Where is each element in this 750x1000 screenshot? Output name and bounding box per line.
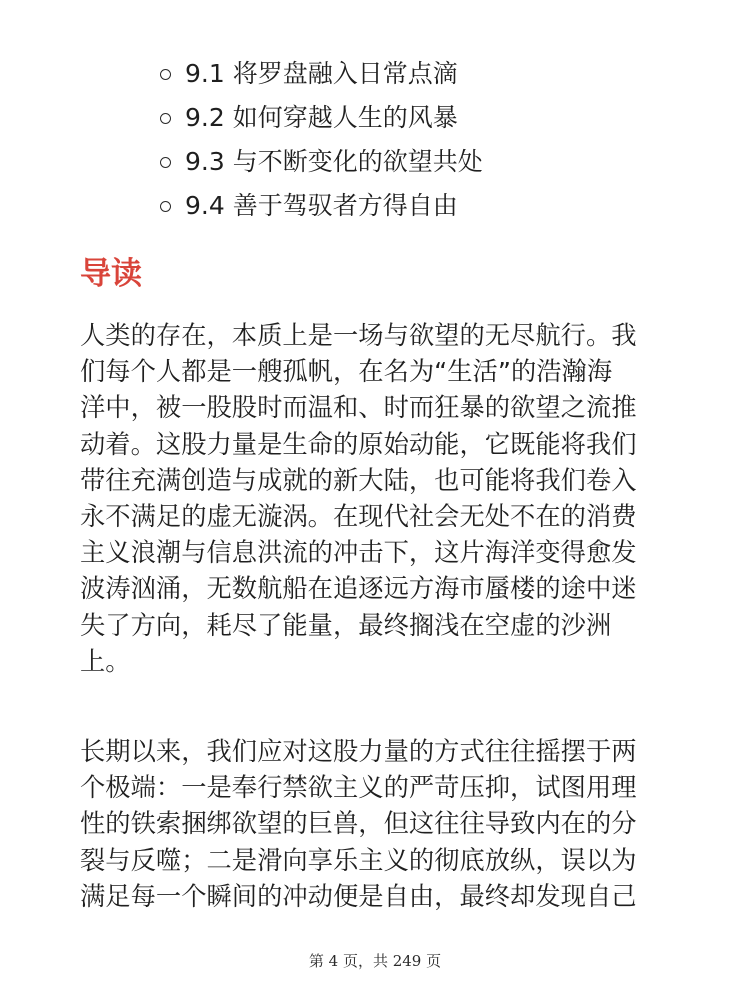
- paragraph-line: 动着。这股力量是生命的原始动能，它既能将我们: [80, 429, 637, 459]
- body-paragraph: [80, 734, 670, 915]
- paragraph-line: 永不满足的虚无漩涡。在现代社会无处不在的消费: [80, 501, 637, 531]
- table-of-contents: [160, 52, 483, 228]
- paragraph-line: 们每个人都是一艘孤帆，在名为“生活”的浩瀚海: [80, 357, 613, 387]
- hollow-circle-bullet-icon: [160, 157, 171, 168]
- toc-item[interactable]: [160, 96, 483, 140]
- paragraph-line: 个极端：一是奉行禁欲主义的严苛压抑，试图用理: [80, 773, 637, 803]
- paragraph-line: 主义浪潮与信息洪流的冲击下，这片海洋变得愈发: [80, 538, 637, 568]
- paragraph-line: 人类的存在，本质上是一场与欲望的无尽航行。我: [80, 321, 637, 350]
- toc-item[interactable]: [160, 184, 483, 228]
- body-paragraph: [80, 318, 670, 680]
- paragraph-line: 裂与反噬；二是滑向享乐主义的彻底放纵，误以为: [80, 845, 637, 875]
- toc-item-label: 9.1 将罗盘融入日常点滴: [185, 59, 458, 88]
- toc-item-label: 9.4 善于驾驭者方得自由: [185, 191, 458, 220]
- toc-item[interactable]: [160, 140, 483, 184]
- paragraph-line: 波涛汹涌，无数航船在追逐远方海市蜃楼的途中迷: [80, 574, 637, 604]
- paragraph-line: 性的铁索捆绑欲望的巨兽，但这往往导致内在的分: [80, 809, 637, 839]
- toc-item-label: 9.3 与不断变化的欲望共处: [185, 147, 483, 176]
- paragraph-line: 长期以来，我们应对这股力量的方式往往摇摆于两: [80, 737, 637, 766]
- toc-item-label: 9.2 如何穿越人生的风暴: [185, 103, 458, 132]
- paragraph-line: 带往充满创造与成就的新大陆，也可能将我们卷入: [80, 465, 637, 495]
- hollow-circle-bullet-icon: [160, 69, 171, 80]
- paragraph-line: 上。: [80, 646, 131, 676]
- hollow-circle-bullet-icon: [160, 201, 171, 212]
- paragraph-line: 失了方向，耗尽了能量，最终搁浅在空虚的沙洲: [80, 610, 612, 640]
- paragraph-line: 洋中，被一股股时而温和、时而狂暴的欲望之流推: [80, 393, 637, 423]
- toc-item[interactable]: [160, 52, 483, 96]
- page-number-footer: 第 4 页，共 249 页: [308, 952, 442, 970]
- paragraph-line: 满足每一个瞬间的冲动便是自由，最终却发现自己: [80, 881, 637, 911]
- section-heading: 导读: [80, 256, 142, 292]
- hollow-circle-bullet-icon: [160, 113, 171, 124]
